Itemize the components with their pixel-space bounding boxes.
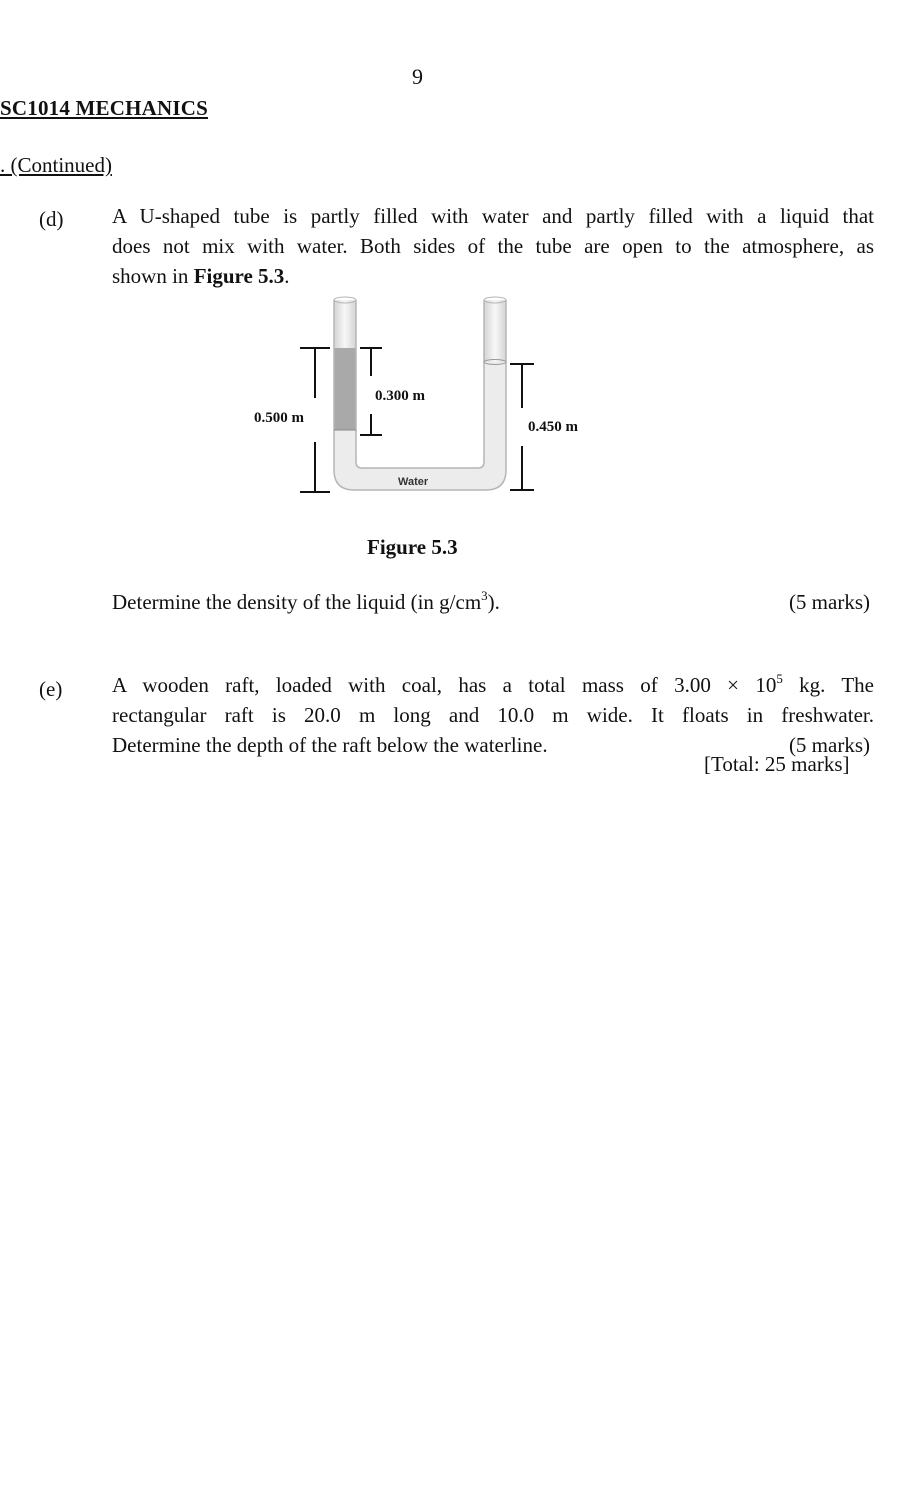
page-number: 9 xyxy=(412,64,423,89)
part-d-line-3: shown in Figure 5.3. xyxy=(112,264,290,288)
part-e-line-3: Determine the depth of the raft below the waterline. (5 marks) xyxy=(112,730,874,760)
part-d-question-text: Determine the density of the liquid (in $g/cm^3$). xyxy=(112,588,500,614)
water-region xyxy=(334,362,506,490)
part-d-question xyxy=(112,590,870,615)
label-0-500-m: 0.500 m xyxy=(254,410,304,426)
part-d-line-2: does not mix with water. Both sides of the tube are open to the atmosphere, as xyxy=(112,234,874,258)
continued-heading: . (Continued) xyxy=(0,153,112,177)
liquid-column xyxy=(334,348,356,430)
part-e-text xyxy=(112,670,874,760)
label-0-300-m: 0.300 m xyxy=(375,388,425,404)
part-d-text xyxy=(112,201,874,291)
total-marks: [Total: 25 marks] xyxy=(704,752,850,776)
u-tube-figure xyxy=(250,290,610,510)
part-e-marks: (5 marks) xyxy=(788,733,870,757)
part-e-line-1: A wooden raft, loaded with coal, has a total mass of $3.00 \times 10^5$ kg. The xyxy=(112,671,874,697)
figure-caption: Figure 5.3 xyxy=(367,535,458,559)
part-e-label: (e) xyxy=(39,677,63,701)
part-e-line-2: rectangular raft is 20.0 m long and 10.0 m wide. It floats in freshwater. xyxy=(112,703,874,727)
part-d-line-1: A U-shaped tube is partly filled with water and partly filled with a liquid that xyxy=(112,204,874,228)
left-arm-upper xyxy=(334,300,356,348)
figure-reference: Figure 5.3 xyxy=(193,264,285,288)
part-d-label: (d) xyxy=(39,207,64,231)
dimension-left xyxy=(300,348,330,492)
label-water: Water xyxy=(398,476,429,488)
label-0-450-m: 0.450 m xyxy=(528,419,578,435)
right-arm-upper xyxy=(484,300,506,362)
part-d-marks: (5 marks) xyxy=(788,590,870,614)
course-title: SC1014 MECHANICS xyxy=(0,96,208,120)
